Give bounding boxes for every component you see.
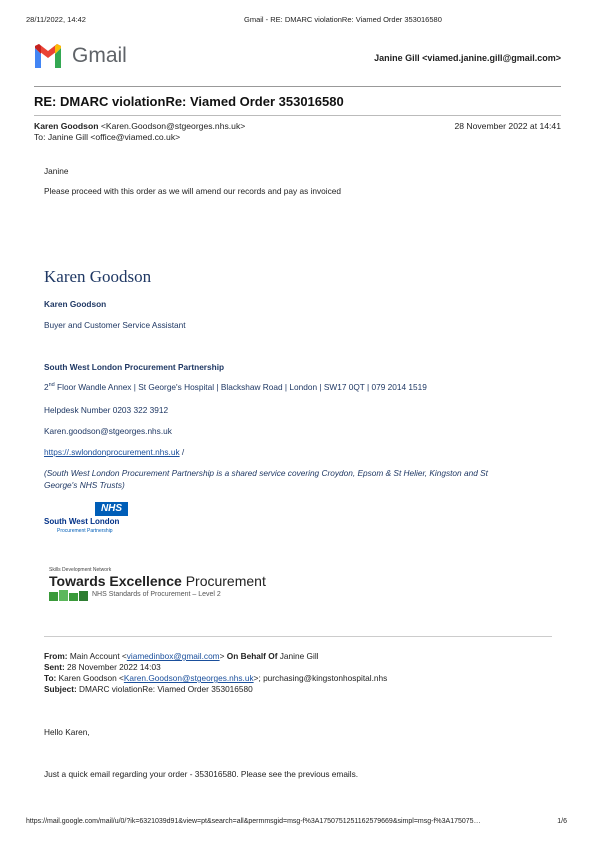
nhs-logo-line1: South West London [44,517,120,526]
quoted-sent-label: Sent: [44,662,65,672]
signature-script-name: Karen Goodson [44,267,152,286]
signature-name: Karen Goodson [44,299,107,309]
quoted-from [44,651,319,661]
divider [44,636,552,637]
print-page-title: Gmail - RE: DMARC violationRe: Viamed Order 353016580 [244,15,442,24]
signature-role: Buyer and Customer Service Assistant [44,320,186,330]
quoted-subject [44,684,253,694]
print-footer-url: https://mail.google.com/mail/u/0/?ik=6321039d91&view=pt&search=all&permmsgid=msg-f%3A1750751251162579669&simpl=msg-f%3A175075… [26,818,481,825]
quoted-behalf-text: Janine Gill [277,651,319,661]
quoted-from-link[interactable]: viamedinbox@gmail.com [126,651,220,661]
quoted-line: Just a quick email regarding your order - 353016580. Please see the previous emails. [44,769,359,779]
email-subject: RE: DMARC violationRe: Viamed Order 353016580 [34,94,344,109]
quoted-to-link[interactable]: Karen.Goodson@stgeorges.nhs.uk [123,673,254,683]
nhs-logo-line2: Procurement Partnership [57,528,113,534]
quoted-from-close: > [219,651,225,661]
signature-note-line2: George's NHS Trusts) [44,480,125,490]
quoted-from-text: Main Account < [67,651,127,661]
quoted-from-label: From: [44,651,68,661]
email-from [34,121,245,131]
print-footer-page: 1/6 [557,818,567,825]
divider [34,115,561,116]
te-logo-sub: NHS Standards of Procurement – Level 2 [92,591,221,598]
print-datetime: 28/11/2022, 14:42 [26,15,86,24]
email-body: Please proceed with this order as we will amend our records and pay as invoiced [44,186,341,196]
sender-email: <Karen.Goodson@stgeorges.nhs.uk> [100,121,246,131]
te-logo-normal: Procurement [181,573,266,589]
email-greeting: Janine [44,166,69,176]
signature-website-line [44,447,184,457]
quoted-behalf-label: On Behalf Of [224,651,278,661]
signature-address [44,382,427,392]
divider [34,86,561,87]
quoted-to-label: To: [44,673,57,683]
email-to: To: Janine Gill <office@viamed.co.uk> [34,132,181,142]
signature-helpdesk: Helpdesk Number 0203 322 3912 [44,405,169,415]
quoted-subject-label: Subject: [44,684,77,694]
quoted-sent [44,662,161,672]
signature-note-line1: (South West London Procurement Partnership is a shared service covering Croydon, Epsom & St Helier, Kingston and St [44,468,488,478]
quoted-subject-text: DMARC violationRe: Viamed Order 353016580 [76,684,253,694]
address-floor-number: 2 [44,382,49,392]
quoted-to-rest: >; purchasing@kingstonhospital.nhs [253,673,388,683]
nhs-logo-badge: NHS [95,502,128,516]
quoted-to [44,673,387,683]
signature-email[interactable]: Karen.goodson@stgeorges.nhs.uk [44,426,172,436]
address-superscript: nd [48,382,55,389]
quoted-sent-text: 28 November 2022 14:03 [64,662,161,672]
address-text: Floor Wandle Annex | St George's Hospital | Blackshaw Road | London | SW17 0QT | 079 2014 1519 [54,382,427,392]
sender-name: Karen Goodson [34,121,99,131]
te-logo-title [49,573,266,589]
signature-website-link[interactable]: https://.swlondonprocurement.nhs.uk [44,447,180,457]
signature-org: South West London Procurement Partnership [44,362,225,372]
te-logo-bold: Towards Excellence [49,573,182,589]
te-logo-blocks-icon [49,590,89,601]
te-logo-small: Skills Development Network [49,567,112,573]
quoted-hello: Hello Karen, [44,727,90,737]
account-label: Janine Gill <viamed.janine.gill@gmail.com> [374,53,561,63]
gmail-logo-text: Gmail [72,44,127,67]
signature-website-suffix: / [179,447,185,457]
quoted-to-text: Karen Goodson < [56,673,124,683]
email-date: 28 November 2022 at 14:41 [454,121,561,131]
